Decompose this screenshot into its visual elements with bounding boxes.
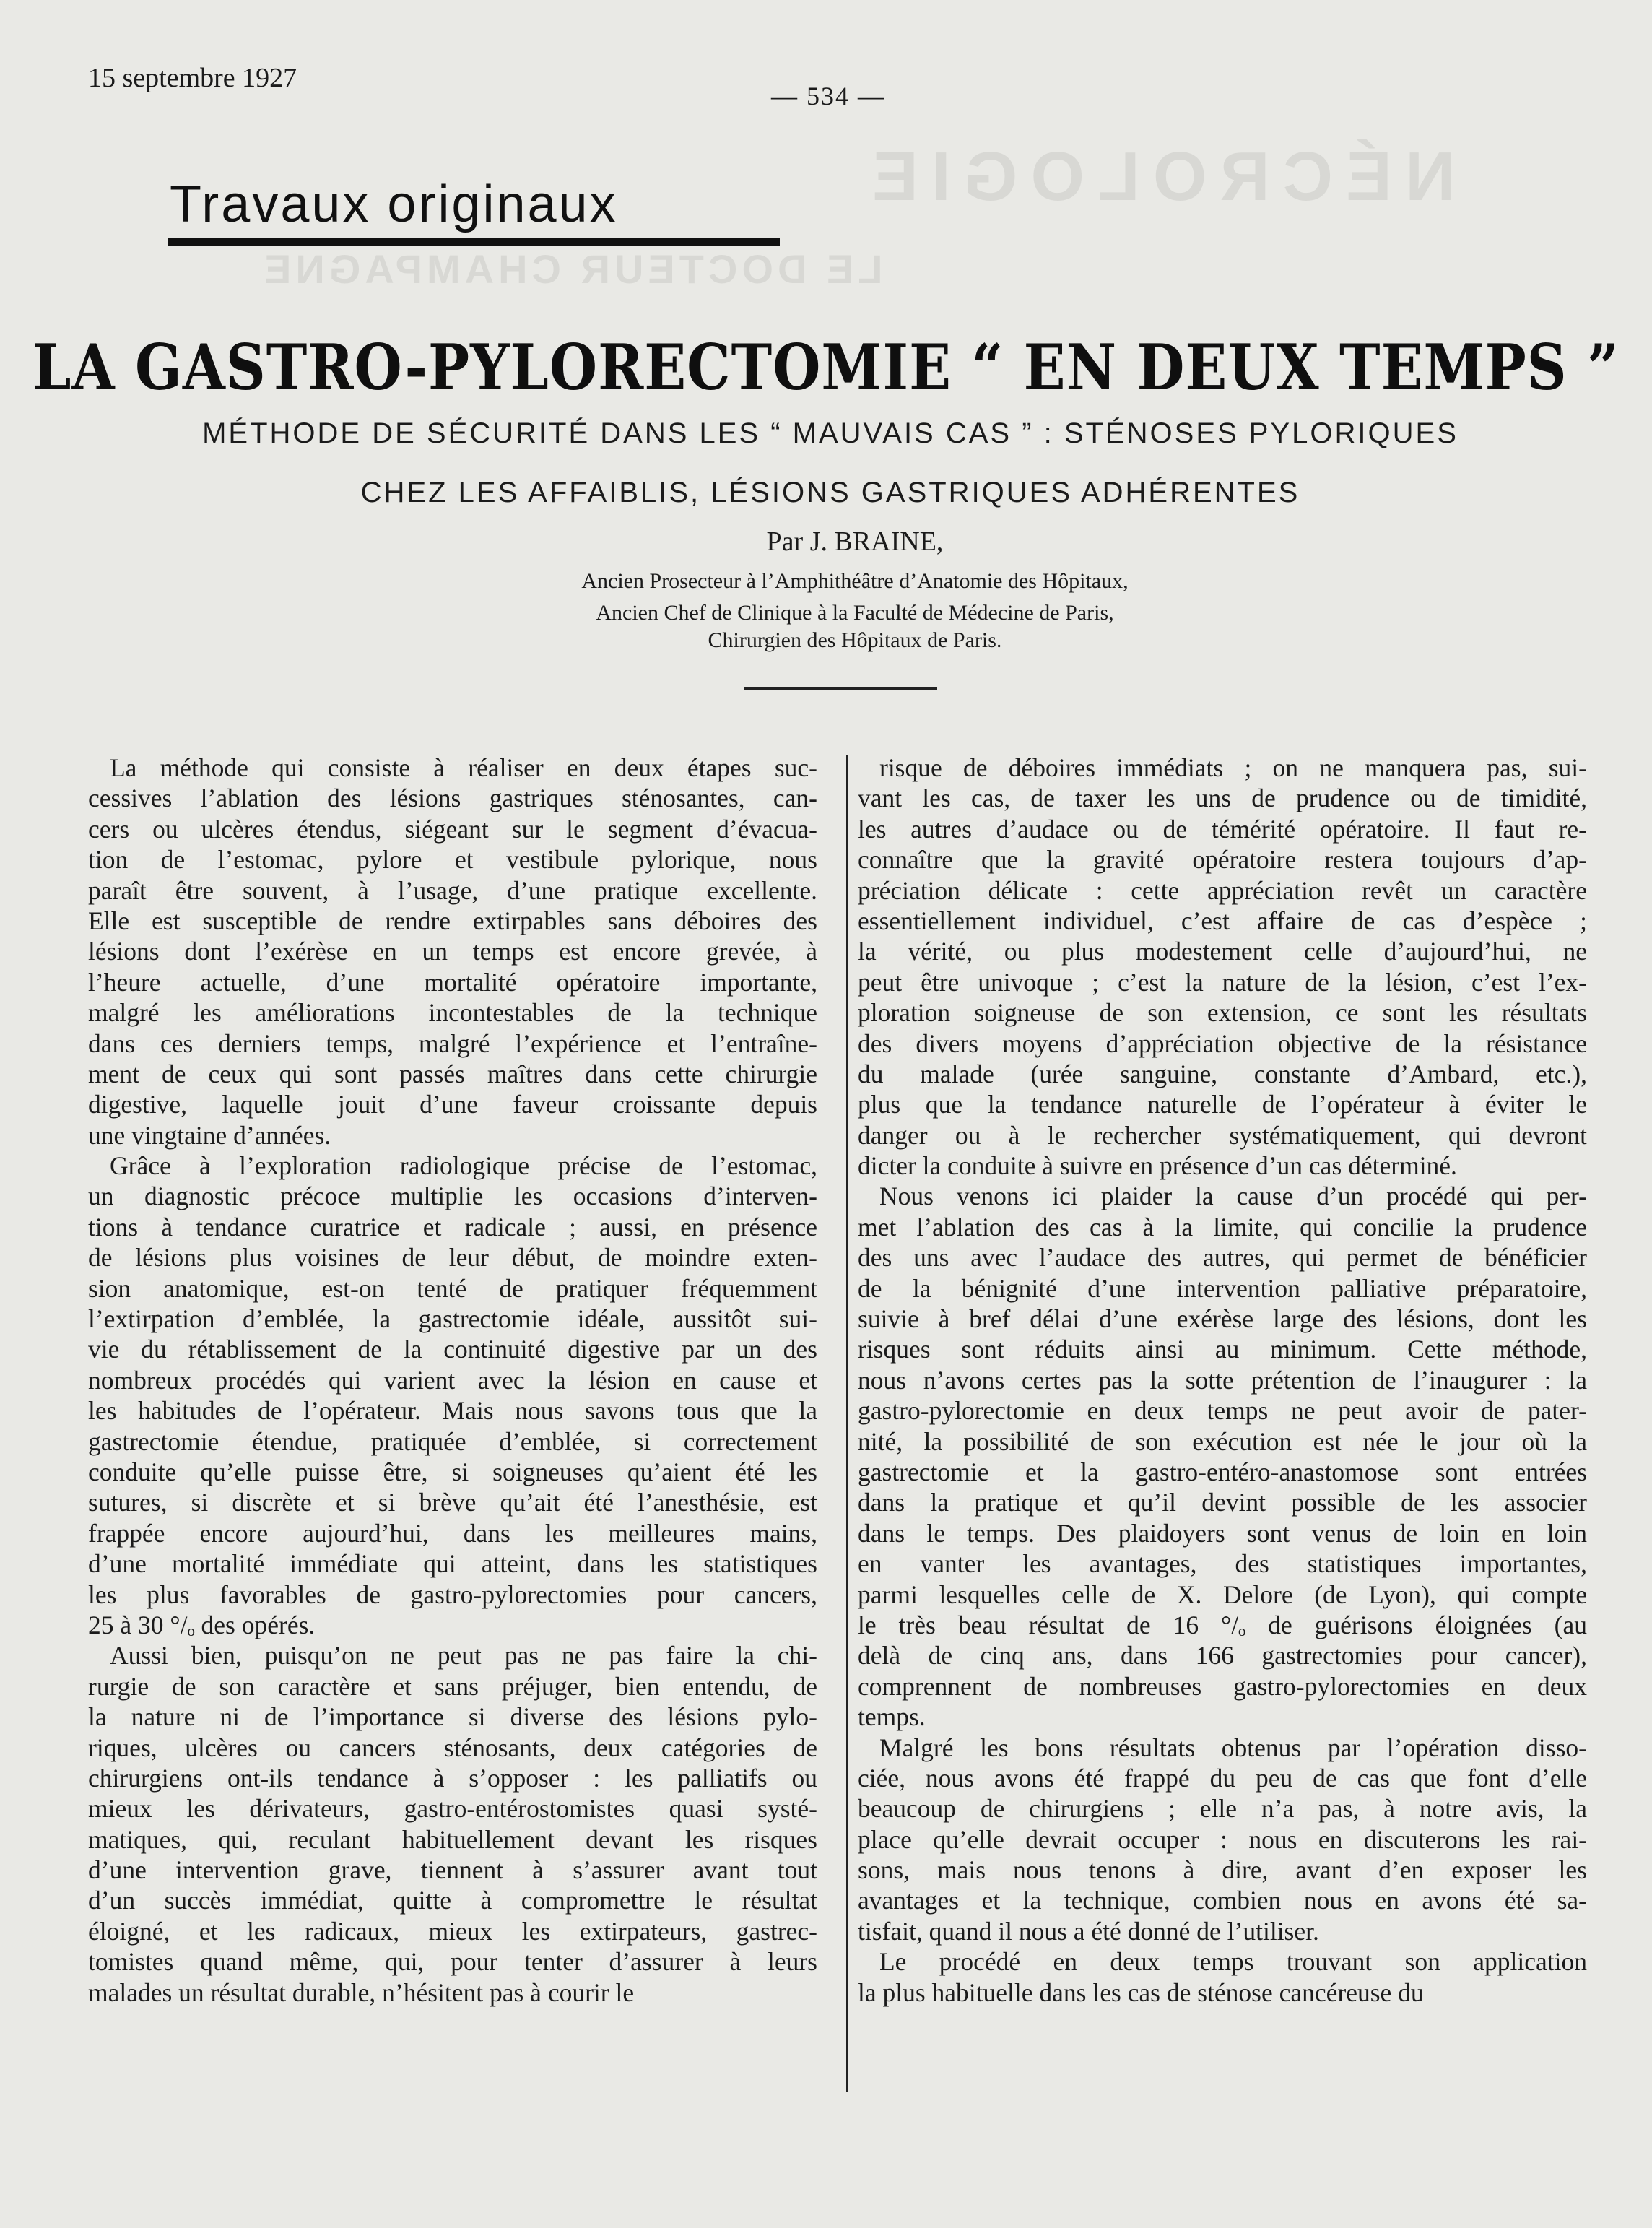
text-line: ploration soigneuse de son extension, ce sont les résultats (858, 998, 1587, 1028)
text-line: Malgré les bons résultats obtenus par l’opération disso- (879, 1733, 1587, 1762)
text-line: du malade (urée sanguine, constante d’Ambard, etc.), (858, 1059, 1587, 1088)
text-line: tions à tendance curatrice et radicale ; aussi, en présence (88, 1212, 817, 1241)
author-byline: Par J. BRAINE, (766, 526, 944, 557)
text-line: malades un résultat durable, n’hésitent pas à courir le (88, 1977, 635, 2007)
text-line: vant les cas, de taxer les uns de prudence ou de timidité, (858, 784, 1587, 813)
text-line: suivie à bref délai d’une exérèse large des lésions, dont les (858, 1304, 1587, 1334)
text-line: gastrectomie étendue, pratiquée d’emblée, si correctement (88, 1426, 817, 1456)
text-line: beaucoup de chirurgiens ; elle n’a pas, à notre avis, la (858, 1794, 1587, 1824)
text-line: delà de cinq ans, dans 166 gastrectomies pour cancer), (858, 1641, 1587, 1670)
column-divider (846, 755, 848, 2092)
text-line: les habitudes de l’opérateur. Mais nous savons tous que la (88, 1396, 817, 1426)
text-line: éloigné, et les radicaux, mieux les extirpateurs, gastrec- (88, 1916, 817, 1946)
article-subtitle-line: CHEZ LES AFFAIBLIS, LÉSIONS GASTRIQUES ADHÉRENTES (360, 477, 1300, 508)
text-line: nité, la possibilité de son exécution est née le jour où la (858, 1426, 1587, 1456)
text-line: lésions dont l’exérèse en un temps est encore grevée, à (88, 937, 817, 966)
text-line: une vingtaine d’années. (88, 1120, 331, 1150)
text-line: danger ou à le rechercher systématiquement, qui devront (858, 1120, 1587, 1150)
text-line: Le procédé en deux temps trouvant son application (879, 1947, 1587, 1977)
text-line: tomistes quand même, qui, pour tenter d’assurer à leurs (88, 1947, 817, 1977)
text-line: des uns avec l’audace des autres, qui permet de bénéficier (858, 1243, 1587, 1273)
text-line: de la bénignité d’une intervention palliative préparatoire, (858, 1273, 1587, 1303)
text-line: les autres d’audace ou de témérité opératoire. Il faut re- (858, 814, 1587, 844)
text-line: de lésions plus voisines de leur début, de moindre exten- (88, 1243, 817, 1273)
text-line: connaître que la gravité opératoire restera toujours d’ap- (858, 845, 1587, 875)
text-line: riques, ulcères ou cancers sténosants, deux catégories de (88, 1733, 817, 1762)
author-credential: Chirurgien des Hôpitaux de Paris. (708, 628, 1002, 652)
text-line: tisfait, quand il nous a été donné de l’utiliser. (858, 1916, 1319, 1946)
text-line: un diagnostic précoce multiplie les occasions d’interven- (88, 1182, 817, 1211)
text-line: risque de déboires immédiats ; on ne manquera pas, sui- (879, 753, 1587, 782)
issue-date: 15 septembre 1927 (88, 63, 297, 93)
text-line: digestive, laquelle jouit d’une faveur croissante depuis (88, 1090, 817, 1119)
text-line: rurgie de son caractère et sans préjuger, bien entendu, de (88, 1671, 817, 1701)
text-line: comprennent de nombreuses gastro-pylorectomies en deux (858, 1671, 1587, 1701)
text-line: d’une intervention grave, tiennent à s’assurer avant tout (88, 1855, 817, 1885)
article-subtitle-line: MÉTHODE DE SÉCURITÉ DANS LES “ MAUVAIS CAS ” : STÉNOSES PYLORIQUES (202, 417, 1458, 449)
text-line: mieux les dérivateurs, gastro-entérostomistes quasi systé- (88, 1794, 817, 1824)
text-line: sons, mais nous tenons à dire, avant d’en exposer les (858, 1855, 1587, 1885)
text-line: met l’ablation des cas à la limite, qui concilie la prudence (858, 1212, 1587, 1241)
right-column (858, 753, 1587, 2008)
author-credential: Ancien Chef de Clinique à la Faculté de Médecine de Paris, (596, 601, 1114, 625)
text-line: matiques, qui, reculant habituellement devant les risques (88, 1824, 817, 1854)
text-line: vie du rétablissement de la continuité digestive par un des (88, 1335, 817, 1364)
text-line: tion de l’estomac, pylore et vestibule pylorique, nous (88, 845, 817, 875)
left-column (88, 753, 817, 2008)
text-line: sutures, si discrète et si brève qu’ait été l’anesthésie, est (88, 1488, 817, 1517)
text-line: parmi lesquelles celle de X. Delore (de Lyon), qui compte (858, 1579, 1587, 1609)
title-separator-rule (744, 687, 937, 690)
text-line: gastro-pylorectomie en deux temps ne peut avoir de pater- (858, 1396, 1587, 1426)
text-line: la nature ni de l’importance si diverse des lésions pylo- (88, 1702, 817, 1732)
text-line: place qu’elle devrait occuper : nous en discuterons les rai- (858, 1824, 1587, 1854)
text-line: Aussi bien, puisqu’on ne peut pas ne pas faire la chi- (110, 1641, 817, 1670)
text-line: nombreux procédés qui varient avec la lésion en cause et (88, 1365, 817, 1395)
text-line: Nous venons ici plaider la cause d’un procédé qui per- (879, 1182, 1587, 1211)
text-line: cessives l’ablation des lésions gastriques sténosantes, can- (88, 784, 817, 813)
show-through-heading: NÉCROLOGIE (859, 138, 1456, 215)
text-line: gastrectomie et la gastro-entéro-anastomose sont entrées (858, 1457, 1587, 1486)
text-line: dans ces derniers temps, malgré l’expérience et l’entraîne- (88, 1028, 817, 1058)
text-line: frappée encore aujourd’hui, dans les meilleures mains, (88, 1518, 817, 1548)
text-line: risques sont réduits ainsi au minimum. Cette méthode, (858, 1335, 1587, 1364)
text-line: peut être univoque ; c’est la nature de la lésion, c’est l’ex- (858, 967, 1587, 997)
text-line: dans la pratique et qu’il devint possible de les associer (858, 1488, 1587, 1517)
article-title: LA GASTRO-PYLORECTOMIE “ EN DEUX TEMPS ” (32, 330, 1620, 404)
text-line: la plus habituelle dans les cas de sténose cancéreuse du (858, 1977, 1424, 2007)
text-line: nous n’avons certes pas la sotte prétention de l’inaugurer : la (858, 1365, 1587, 1395)
text-line: cers ou ulcères étendus, siégeant sur le segment d’évacua- (88, 814, 817, 844)
text-line: sion anatomique, est-on tenté de pratiquer fréquemment (88, 1273, 817, 1303)
text-line: en vanter les avantages, des statistiques importantes, (858, 1549, 1587, 1579)
text-line: conduite qu’elle puisse être, si soigneuses qu’aient été les (88, 1457, 817, 1486)
author-credential: Ancien Prosecteur à l’Amphithéâtre d’Anatomie des Hôpitaux, (581, 569, 1129, 593)
section-underline (168, 238, 780, 246)
text-line: 25 à 30 °/ₒ des opérés. (88, 1610, 316, 1639)
text-line: préciation délicate : cette appréciation revêt un caractère (858, 875, 1587, 905)
text-line: La méthode qui consiste à réaliser en deux étapes suc- (110, 753, 817, 782)
text-line: d’une mortalité immédiate qui atteint, dans les statistiques (88, 1549, 817, 1579)
text-line: chirurgiens ont-ils tendance à s’opposer : les palliatifs ou (88, 1763, 817, 1793)
text-line: plus que la tendance naturelle de l’opérateur à éviter le (858, 1090, 1587, 1119)
text-line: avantages et la technique, combien nous en avons été sa- (858, 1886, 1587, 1915)
text-line: les plus favorables de gastro-pylorectomies pour cancers, (88, 1579, 817, 1609)
text-line: la vérité, ou plus modestement celle d’aujourd’hui, ne (858, 937, 1587, 966)
text-line: des divers moyens d’appréciation objective de la résistance (858, 1028, 1587, 1058)
text-line: l’extirpation d’emblée, la gastrectomie idéale, aussitôt sui- (88, 1304, 817, 1334)
text-line: l’heure actuelle, d’une mortalité opératoire importante, (88, 967, 817, 997)
section-heading: Travaux originaux (170, 175, 618, 233)
text-line: Elle est susceptible de rendre extirpables sans déboires des (88, 906, 817, 935)
text-line: malgré les améliorations incontestables de la technique (88, 998, 817, 1028)
show-through-subheading: LE DOCTEUR CHAMPAGNE (260, 246, 883, 292)
text-line: le très beau résultat de 16 °/ₒ de guérisons éloignées (au (858, 1610, 1587, 1639)
text-line: dicter la conduite à suivre en présence d’un cas déterminé. (858, 1151, 1457, 1181)
text-line: ciée, nous avons été frappé du peu de cas que font d’elle (858, 1763, 1587, 1793)
text-line: d’un succès immédiat, quitte à compromettre le résultat (88, 1886, 817, 1915)
text-line: essentiellement individuel, c’est affaire de cas d’espèce ; (858, 906, 1587, 935)
text-line: ment de ceux qui sont passés maîtres dans cette chirurgie (88, 1059, 817, 1088)
text-line: temps. (858, 1702, 926, 1732)
text-line: dans le temps. Des plaidoyers sont venus de loin en loin (858, 1518, 1587, 1548)
text-line: Grâce à l’exploration radiologique précise de l’estomac, (110, 1151, 817, 1181)
page-number: — 534 — (771, 82, 885, 110)
text-line: paraît être souvent, à l’usage, d’une pratique excellente. (88, 875, 817, 905)
